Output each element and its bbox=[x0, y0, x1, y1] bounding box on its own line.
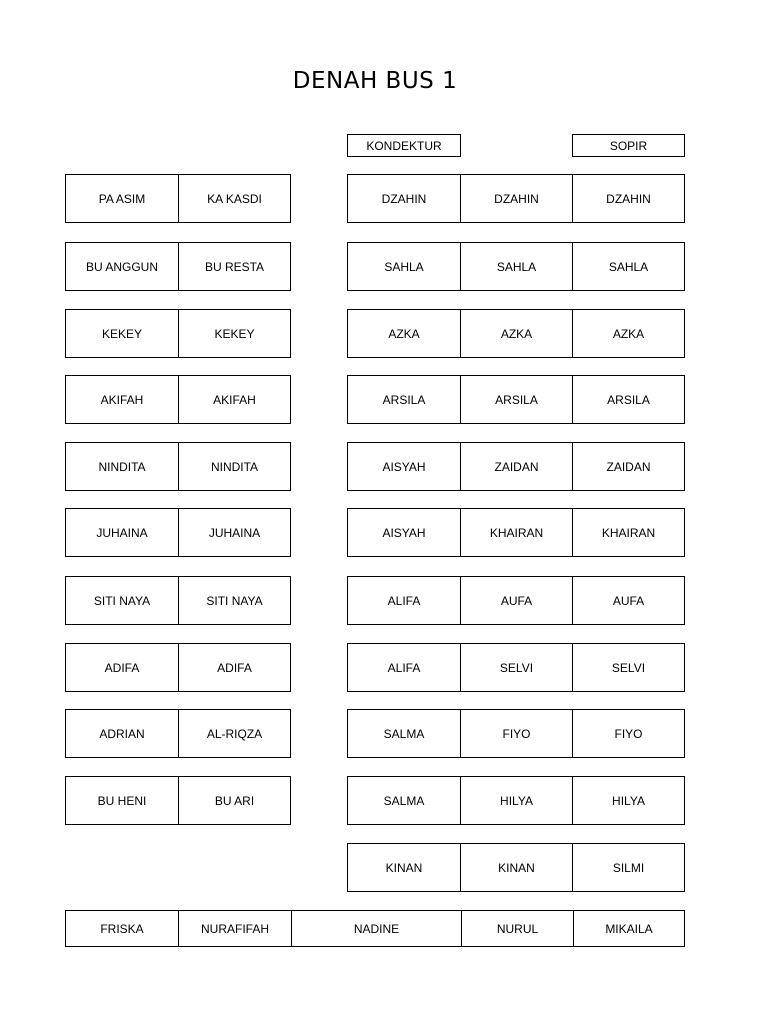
seat-cell: ADIFA bbox=[178, 644, 290, 691]
seat-cell: KA KASDI bbox=[178, 175, 290, 222]
back-seat-row bbox=[65, 910, 685, 947]
seat-cell: KEKEY bbox=[178, 310, 290, 357]
seat-cell: ARSILA bbox=[572, 376, 684, 423]
seat-cell: ADIFA bbox=[104, 660, 140, 675]
seat-cell: DZAHIN bbox=[381, 191, 427, 206]
seat-cell: DZAHIN bbox=[460, 175, 572, 222]
seat-row bbox=[347, 174, 685, 223]
seat-cell: AZKA bbox=[572, 310, 684, 357]
seat-row bbox=[65, 242, 291, 291]
seat-cell: ARSILA bbox=[460, 376, 572, 423]
seat-cell: SALMA bbox=[383, 726, 425, 741]
seat-row bbox=[65, 576, 291, 625]
seat-cell: SELVI bbox=[460, 644, 572, 691]
seat-cell: JUHAINA bbox=[178, 509, 290, 556]
seat-row bbox=[347, 776, 685, 825]
seat-cell: AUFA bbox=[460, 577, 572, 624]
seat-cell: HILYA bbox=[572, 777, 684, 824]
seat-cell: KHAIRAN bbox=[460, 509, 572, 556]
seat-back-5: MIKAILA bbox=[573, 911, 684, 946]
seat-row bbox=[347, 508, 685, 557]
seat-cell: SAHLA bbox=[572, 243, 684, 290]
seat-cell: ADRIAN bbox=[99, 726, 145, 741]
seat-cell: AISYAH bbox=[382, 525, 426, 540]
seat-cell: SAHLA bbox=[460, 243, 572, 290]
seat-cell: BU ANGGUN bbox=[85, 259, 158, 274]
seat-cell: AUFA bbox=[572, 577, 684, 624]
seat-back-4: NURUL bbox=[461, 911, 573, 946]
seat-back-3: NADINE bbox=[291, 911, 461, 946]
seat-row bbox=[65, 709, 291, 758]
seat-cell: DZAHIN bbox=[572, 175, 684, 222]
seat-back-2: NURAFIFAH bbox=[178, 911, 291, 946]
seat-cell: NINDITA bbox=[98, 459, 146, 474]
seat-cell: AKIFAH bbox=[178, 376, 290, 423]
seat-cell: SELVI bbox=[572, 644, 684, 691]
seat-cell: AL-RIQZA bbox=[178, 710, 290, 757]
seat-row bbox=[65, 776, 291, 825]
seat-cell: PA ASIM bbox=[98, 191, 146, 206]
seat-cell: BU ARI bbox=[178, 777, 290, 824]
seat-cell: SAHLA bbox=[384, 259, 424, 274]
page-title: DENAH BUS 1 bbox=[292, 68, 458, 94]
seat-row bbox=[347, 643, 685, 692]
seat-row bbox=[347, 442, 685, 491]
seat-cell: ALIFA bbox=[387, 593, 421, 608]
seat-back-1: FRISKA bbox=[100, 921, 144, 936]
seat-cell: SITI NAYA bbox=[93, 593, 151, 608]
seat-cell: HILYA bbox=[460, 777, 572, 824]
sopir-label: SOPIR bbox=[572, 134, 685, 157]
seat-row bbox=[347, 709, 685, 758]
seat-cell: SITI NAYA bbox=[178, 577, 290, 624]
seat-cell: NINDITA bbox=[178, 443, 290, 490]
seat-row bbox=[65, 643, 291, 692]
seat-row bbox=[65, 442, 291, 491]
seat-cell: KEKEY bbox=[101, 326, 143, 341]
seat-cell: BU RESTA bbox=[178, 243, 290, 290]
seat-row bbox=[347, 843, 685, 892]
seat-cell: ZAIDAN bbox=[460, 443, 572, 490]
seat-cell: KINAN bbox=[460, 844, 572, 891]
seat-row bbox=[347, 375, 685, 424]
seat-cell: KHAIRAN bbox=[572, 509, 684, 556]
seat-cell: AISYAH bbox=[382, 459, 426, 474]
seat-row bbox=[347, 576, 685, 625]
seat-cell: FIYO bbox=[572, 710, 684, 757]
seat-cell: ZAIDAN bbox=[572, 443, 684, 490]
seat-row bbox=[65, 508, 291, 557]
seat-row bbox=[65, 174, 291, 223]
seat-cell: ARSILA bbox=[382, 392, 426, 407]
seat-cell: BU HENI bbox=[97, 793, 147, 808]
seat-row bbox=[65, 309, 291, 358]
seat-row bbox=[65, 375, 291, 424]
seat-row bbox=[347, 309, 685, 358]
seat-cell: KINAN bbox=[385, 860, 423, 875]
seat-cell: AKIFAH bbox=[100, 392, 144, 407]
seat-cell: JUHAINA bbox=[96, 525, 148, 540]
seat-cell: FIYO bbox=[460, 710, 572, 757]
seat-row bbox=[347, 242, 685, 291]
seat-cell: ALIFA bbox=[387, 660, 421, 675]
seat-cell: AZKA bbox=[460, 310, 572, 357]
seat-cell: SILMI bbox=[572, 844, 684, 891]
kondektur-label: KONDEKTUR bbox=[347, 134, 461, 157]
seat-cell: SALMA bbox=[383, 793, 425, 808]
seat-cell: AZKA bbox=[388, 326, 420, 341]
